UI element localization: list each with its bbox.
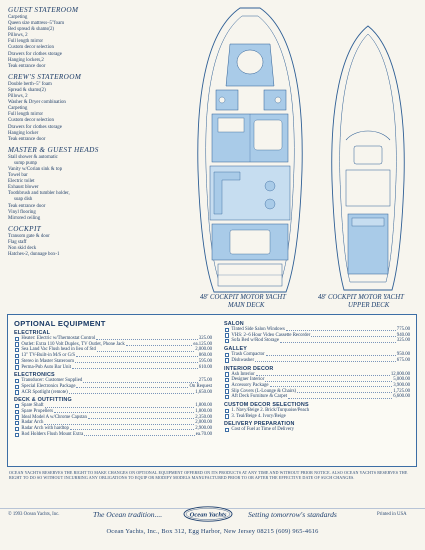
leader-dots	[84, 433, 195, 436]
option-label: Trash Compactor	[231, 352, 265, 358]
spec-item: sump pump	[14, 160, 37, 166]
option-label: Sofa Bed w/Rod Storage	[231, 338, 279, 344]
spec-item: Transom gate & door	[8, 233, 50, 239]
spec-item: Drawers for clothes storage	[8, 51, 62, 57]
option-checkbox[interactable]	[15, 379, 19, 383]
spec-item: Teak entrance door	[8, 203, 46, 209]
equipment-group-title: CUSTOM DECOR SELECTIONS	[224, 402, 309, 409]
equipment-group-title: ELECTRICAL	[14, 330, 51, 336]
optional-equipment-right-column	[224, 319, 410, 433]
upper-deck-caption	[318, 294, 404, 310]
spec-item: Hanging locker	[8, 130, 39, 136]
option-label: Ideal Model A w/Chrome Capstan	[21, 414, 87, 420]
equipment-group-title: GALLEY	[224, 346, 248, 353]
option-price: ea.70.00	[195, 431, 212, 437]
option-price: 2,000.00	[195, 347, 212, 353]
option-label: Slip Covers (L-Lounge & Chairs)	[231, 388, 297, 394]
deck-plans	[170, 0, 425, 312]
main-deck-galley-counter	[218, 118, 244, 132]
option-checkbox[interactable]	[225, 395, 229, 399]
spec-item: Electric toilet	[8, 179, 35, 185]
spec-item: Washer & Dryer combination	[8, 100, 66, 106]
leader-dots	[286, 328, 396, 331]
main-deck-plan	[198, 8, 302, 292]
equipment-group-title: ELECTRONICS	[14, 372, 55, 379]
option-label: Radar Arch	[21, 420, 44, 426]
spec-section-title: CREW'S STATEROOM	[8, 72, 82, 81]
optional-equipment-left-column	[14, 319, 212, 438]
option-checkbox[interactable]	[15, 421, 19, 425]
leader-dots	[76, 385, 188, 388]
tagline-right: Setting tomorrow's standards	[248, 510, 337, 519]
leader-dots	[76, 354, 198, 357]
spec-item: Queen size mattress–5"foam	[8, 21, 65, 27]
option-price: 595.00	[198, 358, 212, 364]
spec-item: Teak entrance door	[8, 63, 46, 69]
option-label: Special Electronics Package	[21, 383, 76, 389]
spec-item: Drawers for clothes storage	[8, 124, 62, 130]
option-label: Aft Deck Furniture & Carpet	[231, 394, 288, 400]
main-deck-chair-2	[265, 199, 275, 209]
leader-dots	[256, 373, 390, 376]
option-label: 13" TV-Built-in M/S or G/S	[21, 353, 76, 359]
option-price: 610.00	[198, 364, 212, 370]
option-price: 940.00	[396, 332, 410, 338]
leader-dots	[83, 380, 198, 383]
leader-dots	[70, 427, 194, 430]
upper-deck-flybridge	[346, 170, 390, 206]
option-checkbox[interactable]	[225, 389, 229, 393]
option-price: 275.00	[198, 378, 212, 384]
option-label: Cost of Fuel at Time of Delivery	[231, 427, 295, 433]
upper-deck-caption-deck: UPPER DECK	[348, 302, 390, 309]
leader-dots	[88, 416, 194, 419]
main-deck-master-bed	[230, 230, 270, 254]
copyright: © 1993 Ocean Yachts, Inc.	[8, 512, 60, 517]
option-price: 325.00	[198, 336, 212, 341]
leader-dots	[265, 379, 392, 382]
option-price: 2,900.00	[195, 426, 212, 432]
equipment-option-row[interactable]	[224, 358, 410, 364]
spec-item: Vinyl flooring	[8, 209, 36, 215]
main-deck-caption-model: 48' COCKPIT MOTOR YACHT	[200, 294, 286, 301]
leader-dots	[288, 396, 392, 399]
option-price: 860.00	[198, 353, 212, 359]
option-price: 12,000.00	[390, 371, 410, 377]
spec-item: Full length mirror	[8, 39, 44, 45]
spec-item: Hatches-2, dunnage box-1	[8, 252, 60, 258]
option-checkbox[interactable]	[15, 427, 19, 431]
spec-item: Full length mirror	[8, 112, 44, 118]
equipment-option-row[interactable]	[224, 394, 410, 400]
leader-dots	[270, 384, 393, 387]
option-checkbox[interactable]	[15, 415, 19, 419]
spec-item: Stall shower & automatic	[8, 154, 58, 160]
option-label: Accessory Package	[231, 382, 269, 388]
spec-item: Bed spread & shams(2)	[8, 27, 55, 33]
main-deck-dinette	[254, 120, 282, 150]
option-label: Dishwasher	[231, 357, 255, 363]
option-price: ea.125.00	[193, 341, 212, 347]
option-checkbox[interactable]	[15, 433, 19, 437]
option-label: Spare Propellers	[21, 409, 53, 415]
spec-item: Custom decor selection	[8, 45, 54, 51]
spec-item: Pillows, 2	[8, 33, 28, 39]
leader-dots	[255, 359, 396, 362]
main-deck-sink-stbd	[275, 97, 281, 103]
upper-deck-caption-model: 48' COCKPIT MOTOR YACHT	[318, 294, 404, 301]
equipment-group-title: DELIVERY PREPARATION	[224, 421, 295, 428]
leader-dots	[280, 340, 396, 343]
option-price: 1,650.00	[195, 389, 212, 395]
spec-item: Toothbrush and tumbler holder,	[8, 191, 70, 197]
option-price: 325.00	[396, 338, 410, 344]
option-label: ACR Spotlight (remote)	[21, 389, 68, 395]
option-checkbox[interactable]	[225, 384, 229, 388]
printed-in: Printed in USA	[377, 512, 407, 517]
option-price: 6,600.00	[393, 394, 410, 400]
leader-dots	[44, 422, 194, 425]
option-checkbox[interactable]	[15, 354, 19, 358]
option-checkbox[interactable]	[225, 409, 229, 413]
option-checkbox[interactable]	[225, 333, 229, 337]
spec-item: Spread & shams(2)	[8, 87, 46, 93]
option-checkbox[interactable]	[15, 385, 19, 389]
option-label: 3. Teal/Beige 4. Ivory/Beige	[231, 413, 286, 419]
spec-item: Pillows, 2	[8, 94, 28, 100]
option-price: 5,000.00	[393, 377, 410, 383]
equipment-group-title: SALON	[224, 321, 244, 327]
spec-item: Exhaust blower	[8, 185, 39, 191]
equipment-option-row[interactable]	[224, 338, 410, 344]
main-deck-fwd-bed	[237, 50, 263, 74]
option-checkbox[interactable]	[225, 353, 229, 357]
option-label: 1. Navy/Beige 2. Brick/Turquoise/Peach	[231, 408, 310, 414]
equipment-option-row[interactable]	[224, 414, 410, 420]
spec-section-title: MASTER & GUEST HEADS	[8, 145, 99, 154]
option-checkbox[interactable]	[225, 358, 229, 362]
spec-item: Teak entrance door	[8, 136, 46, 142]
option-price: 3,900.00	[393, 382, 410, 388]
leader-dots	[45, 405, 195, 408]
option-price: 1,800.00	[195, 409, 212, 415]
spec-item: Custom decor selection	[8, 118, 54, 124]
spec-section	[8, 6, 158, 70]
spec-section	[8, 225, 158, 258]
spec-item: Mirrored ceiling	[8, 215, 41, 221]
leader-dots	[75, 360, 198, 363]
option-checkbox[interactable]	[225, 372, 229, 376]
option-label: Heater: Electric w/Thermostat Control	[21, 336, 96, 341]
spec-item: soap dish	[14, 197, 33, 203]
spec-item: Vanity w/Corian sink & top	[8, 166, 63, 172]
deck-plan-drawing	[170, 0, 425, 312]
option-label: Radar Arch with hardtop	[21, 426, 69, 432]
option-checkbox[interactable]	[225, 428, 229, 432]
option-checkbox[interactable]	[225, 328, 229, 332]
equipment-option-row[interactable]	[14, 390, 212, 396]
upper-deck-plan	[332, 26, 404, 290]
spec-item: Carpeting	[8, 15, 28, 20]
option-price: 675.00	[396, 357, 410, 363]
option-label: Ash Interior	[231, 371, 255, 377]
leader-dots	[54, 410, 194, 413]
spec-item: Flag staff	[8, 239, 27, 245]
option-label: Stereo in Master Stateroom	[21, 358, 75, 364]
option-price: 2,350.00	[195, 414, 212, 420]
option-label: Spare Shaft	[21, 403, 44, 409]
option-checkbox[interactable]	[15, 365, 19, 369]
spec-item: Towel bar	[8, 173, 28, 179]
equipment-group-title: INTERIOR DECOR	[224, 365, 274, 372]
option-checkbox[interactable]	[15, 359, 19, 363]
spec-item: Carpeting	[8, 106, 28, 112]
option-price: On Request	[189, 383, 212, 389]
option-checkbox[interactable]	[225, 414, 229, 418]
option-checkbox[interactable]	[15, 390, 19, 394]
option-checkbox[interactable]	[15, 337, 19, 341]
leader-dots	[311, 334, 396, 337]
leader-dots	[266, 353, 396, 356]
upper-deck-helm	[354, 146, 382, 164]
leader-dots	[96, 337, 197, 340]
option-label: Perma-Pub Auto Bar Unit	[21, 364, 72, 370]
option-checkbox[interactable]	[225, 339, 229, 343]
spec-section-title: GUEST STATEROOM	[8, 6, 79, 14]
main-deck-caption-deck: MAIN DECK	[228, 302, 265, 309]
option-price: 2,000.00	[195, 420, 212, 426]
equipment-option-row[interactable]	[224, 427, 410, 433]
main-deck-chair-1	[265, 181, 275, 191]
svg-text:Ocean Yachts: Ocean Yachts	[189, 511, 227, 519]
tagline-left: The Ocean tradition....	[93, 510, 163, 519]
spec-section	[8, 146, 158, 222]
option-label: Tinted Side Salon Windows	[231, 327, 285, 332]
leader-dots	[69, 391, 194, 394]
option-label: Designer Interior	[231, 377, 265, 383]
ocean-yachts-logo	[183, 506, 233, 522]
leader-dots	[97, 349, 194, 352]
option-checkbox[interactable]	[225, 378, 229, 382]
option-label: VHS: 2–6 Hour Video Cassette Recorder	[231, 332, 311, 338]
spec-item: Double berth–5" foam	[8, 81, 52, 87]
company-address: Ocean Yachts, Inc., Box 312, Egg Harbor, New Jersey 08215 (609) 965-4616	[106, 528, 319, 535]
option-price: 950.00	[396, 352, 410, 358]
equipment-option-row[interactable]	[14, 365, 212, 371]
spec-item: Non skid deck	[8, 246, 37, 251]
main-deck-sink-port	[219, 97, 225, 103]
leader-dots	[297, 390, 392, 393]
option-checkbox[interactable]	[15, 342, 19, 346]
spec-section	[8, 73, 158, 143]
disclaimer: OCEAN YACHTS RESERVES THE RIGHT TO MAKE CHANGES ON OPTIONAL EQUIPMENT OFFERED ON ITS PRODUCTS AT ANY TIME AND WITHOUT PRIOR NOTICE. ALSO OCEAN YACHTS RESERVES THE RIGHT TO DO SO WITHOUT INCURRING ANY OBLIGATIONS TO EQUIP OR MODIFY MODELS MANUFACTURED PRIOR TO OR AFTER THE EFFECTIVE DATE OF SUCH CHANGES.	[9, 470, 408, 481]
option-label: Rod Holders Flush Mount Extra	[21, 431, 84, 437]
equipment-group-title: DECK & OUTFITTING	[14, 397, 72, 404]
option-label: Sea Land Vac Flush head in lieu of Std	[21, 347, 96, 353]
optional-equipment-heading: OPTIONAL EQUIPMENT	[14, 319, 106, 328]
option-checkbox[interactable]	[15, 410, 19, 414]
option-label: Transducer: Customer Supplied	[21, 378, 83, 384]
option-checkbox[interactable]	[15, 348, 19, 352]
main-deck-caption	[200, 294, 286, 310]
spec-item: Hanging lockers,2	[8, 57, 44, 63]
option-checkbox[interactable]	[15, 404, 19, 408]
option-price: 1,800.00	[195, 403, 212, 409]
upper-deck-settee	[352, 218, 384, 226]
leader-dots	[126, 343, 193, 346]
optional-equipment-panel	[7, 314, 417, 467]
spec-section-title: COCKPIT	[8, 224, 42, 233]
option-price: 775.00	[396, 327, 410, 332]
equipment-option-row[interactable]	[14, 432, 212, 438]
leader-dots	[72, 366, 198, 369]
standard-equipment-list	[8, 6, 158, 261]
option-price: 1,725.00	[393, 388, 410, 394]
option-label: Outlet: Extra 110 Volt Duplex, TV Outlet, Phone Jack	[21, 341, 125, 347]
